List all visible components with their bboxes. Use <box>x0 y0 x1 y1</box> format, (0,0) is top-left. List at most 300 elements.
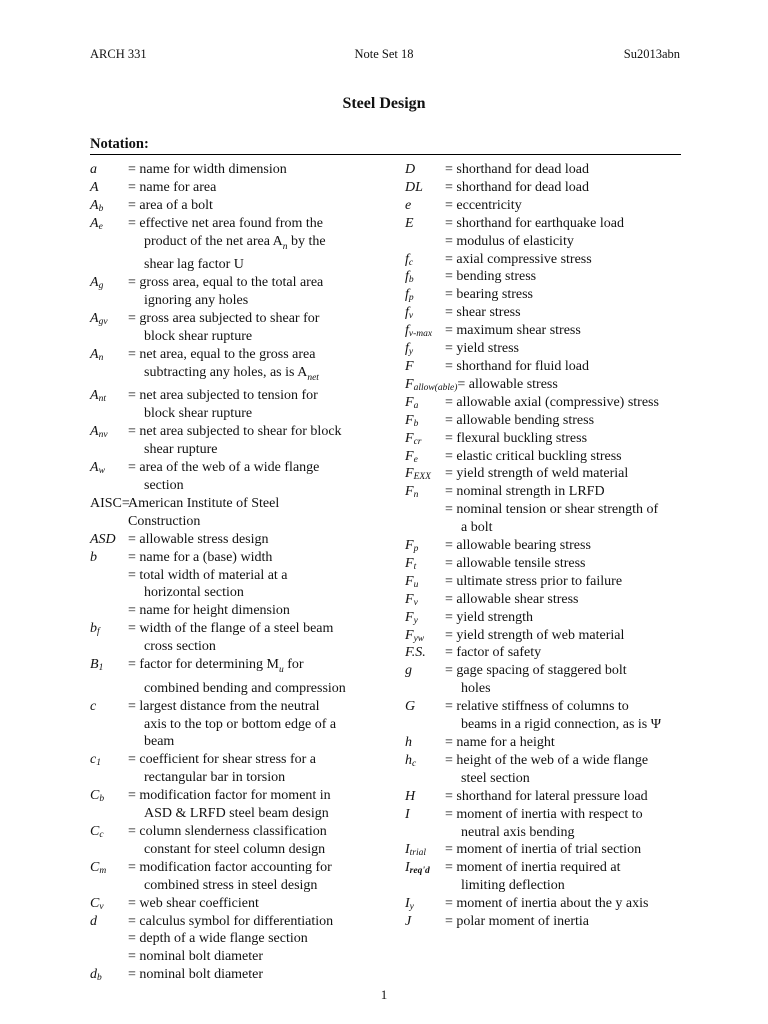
definition-text: Construction <box>128 513 201 529</box>
definition-text: shorthand for lateral pressure load <box>456 788 648 804</box>
definition-text: shorthand for earthquake load <box>456 215 624 231</box>
definition-text: beams in a rigid connection, as is Ψ <box>461 717 662 733</box>
symbol-base: F <box>405 609 414 625</box>
symbol-subscript: trial <box>409 848 427 859</box>
notation-entry <box>405 841 695 859</box>
symbol-base: c <box>90 752 97 768</box>
notation-definitions <box>445 161 695 179</box>
definition-text: holes <box>461 681 491 697</box>
notation-definitions <box>445 698 695 734</box>
notation-definitions <box>128 656 390 698</box>
notation-definitions <box>445 537 695 555</box>
definition <box>445 913 695 931</box>
notation-entry <box>405 859 695 895</box>
notation-symbol <box>90 215 128 275</box>
definition-line <box>445 286 695 304</box>
notation-column-right <box>405 161 695 931</box>
notation-definitions <box>128 346 390 388</box>
notation-definitions <box>128 895 390 913</box>
equals-sign: = <box>457 376 469 392</box>
notation-symbol <box>90 459 128 495</box>
notation-symbol <box>90 966 128 984</box>
heading-rule <box>90 154 681 155</box>
definition-text: width of the flange of a steel beam <box>139 621 334 637</box>
definition-text: name for width dimension <box>139 162 287 177</box>
definition-text: combined bending and compression <box>144 680 346 696</box>
symbol-base: ASD <box>90 531 116 547</box>
symbol-base: I <box>405 860 410 876</box>
notation-definitions <box>128 387 390 423</box>
definition <box>445 644 695 662</box>
definition-line <box>128 859 390 877</box>
symbol-base: A <box>90 346 99 362</box>
symbol-base: F <box>405 555 414 571</box>
definition-line <box>128 930 390 948</box>
symbol-base: h <box>405 752 412 768</box>
definition-line <box>128 459 390 477</box>
symbol-base: J <box>405 914 412 930</box>
definition <box>445 179 695 197</box>
definition-line <box>144 405 390 423</box>
definition <box>128 698 390 752</box>
notation-symbol <box>90 656 128 698</box>
notation-entry <box>405 394 695 412</box>
symbol-subscript: c <box>99 830 104 841</box>
notation-symbol <box>405 322 445 340</box>
notation-entry <box>405 268 695 286</box>
definition-text: allowable bearing stress <box>456 538 591 554</box>
definition-line <box>144 441 390 459</box>
notation-definitions <box>445 859 695 895</box>
definition <box>445 430 695 448</box>
definition <box>445 197 695 215</box>
notation-definitions <box>445 913 695 931</box>
definition-text: web shear coefficient <box>139 895 259 911</box>
notation-symbol <box>405 483 445 537</box>
equals-sign: = <box>128 913 140 929</box>
notation-symbol <box>405 179 445 197</box>
symbol-base: I <box>405 842 410 858</box>
symbol-subscript: a <box>413 400 419 411</box>
definition <box>128 787 390 823</box>
equals-sign: = <box>128 698 140 714</box>
definition-text: coefficient for shear stress for a <box>139 752 317 768</box>
definition-line <box>457 376 695 394</box>
definition <box>445 322 695 340</box>
definition <box>128 310 390 346</box>
definition <box>445 358 695 376</box>
definition-line <box>445 841 695 859</box>
definition-text: nominal bolt diameter <box>139 967 264 983</box>
symbol-subscript: f <box>97 627 100 638</box>
definition-text: American Institute of Steel <box>128 495 280 511</box>
notation-symbol <box>90 913 128 967</box>
equals-sign: = <box>445 788 457 804</box>
symbol-subscript: b <box>408 275 414 286</box>
definition-text: net area subjected to shear for block <box>139 424 342 440</box>
symbol-base: F <box>405 573 414 589</box>
definition-line <box>445 430 695 448</box>
definition-line <box>128 620 390 638</box>
definition <box>445 448 695 466</box>
notation-symbol <box>405 859 445 895</box>
definition <box>128 274 390 310</box>
notation-symbol <box>405 573 445 591</box>
equals-sign: = <box>445 305 457 321</box>
notation-symbol <box>405 609 445 627</box>
definition-text: ignoring any holes <box>144 293 249 309</box>
definition <box>128 823 390 859</box>
definition-line <box>445 859 695 877</box>
equals-sign: = <box>128 788 140 804</box>
notation-definitions <box>445 483 695 537</box>
symbol-base: E <box>405 215 414 231</box>
definition-text: constant for steel column design <box>144 841 326 857</box>
notation-symbol <box>405 465 445 483</box>
definition-line <box>128 513 390 531</box>
definition-line <box>128 602 390 620</box>
notation-definitions <box>445 465 695 483</box>
symbol-base: B <box>90 657 99 673</box>
definition-line <box>445 573 695 591</box>
notation-entry <box>405 412 695 430</box>
notation-entry <box>405 806 695 842</box>
definition-text: name for height dimension <box>139 603 290 619</box>
definition <box>445 788 695 806</box>
symbol-subscript: c <box>408 257 414 268</box>
definition-text: block shear rupture <box>144 328 253 344</box>
notation-definitions <box>128 423 390 459</box>
symbol-subscript: v <box>99 901 104 912</box>
definition-text: largest distance from the neutral <box>139 698 320 714</box>
notation-definitions <box>128 698 390 752</box>
equals-sign: = <box>445 162 457 177</box>
definition-text: yield strength of web material <box>456 627 625 643</box>
definition <box>445 161 695 179</box>
definition-text: moment of inertia of trial section <box>456 842 642 858</box>
symbol-base: F.S. <box>405 645 426 661</box>
definition-text: a bolt <box>461 520 493 536</box>
definition <box>445 734 695 752</box>
notation-definitions <box>128 274 390 310</box>
symbol-base: F <box>405 358 414 374</box>
definition-text: for <box>283 657 304 673</box>
definition-line <box>128 423 390 441</box>
equals-sign: = <box>128 895 140 911</box>
definition-text: neutral axis bending <box>461 824 575 840</box>
definition-line <box>128 495 390 513</box>
notation-definitions <box>445 609 695 627</box>
equals-sign: = <box>445 538 457 554</box>
symbol-subscript: g <box>98 281 104 292</box>
notation-definitions <box>128 179 390 197</box>
notation-symbol <box>405 537 445 555</box>
definition-text: shorthand for dead load <box>456 179 589 195</box>
definition <box>128 930 390 948</box>
definition <box>445 895 695 913</box>
definition-line <box>445 555 695 573</box>
notation-column-left <box>90 161 390 984</box>
notation-entry <box>405 734 695 752</box>
definition-line <box>144 841 390 859</box>
equals-sign: = <box>128 824 140 840</box>
notation-entry <box>90 495 390 531</box>
symbol-base: C <box>90 859 100 875</box>
equals-sign: = <box>128 752 140 768</box>
definition-text: elastic critical buckling stress <box>456 448 622 464</box>
symbol-subscript: v-max <box>408 329 433 340</box>
notation-entry <box>405 555 695 573</box>
equals-sign: = <box>445 645 457 661</box>
symbol-subscript: m <box>99 865 107 876</box>
notation-symbol <box>405 304 445 322</box>
equals-sign: = <box>445 484 457 500</box>
notation-entry <box>405 627 695 645</box>
notation-symbol <box>405 806 445 842</box>
symbol-subscript: w <box>98 466 105 477</box>
notation-entry <box>90 787 390 823</box>
definition-text: name for a (base) width <box>139 549 273 565</box>
definition-text: axial compressive stress <box>456 251 592 267</box>
notation-definitions <box>445 179 695 197</box>
definition <box>128 179 390 197</box>
definition <box>128 459 390 495</box>
notation-definitions <box>445 806 695 842</box>
definition-text: allowable stress <box>468 376 558 392</box>
definition-line <box>445 806 695 824</box>
notation-entry <box>405 197 695 215</box>
notation-symbol <box>90 751 128 787</box>
definition-line <box>445 752 695 770</box>
definition <box>445 555 695 573</box>
symbol-subscript: EXX <box>413 472 431 483</box>
equals-sign: = <box>445 394 457 410</box>
definition-text: allowable shear stress <box>456 591 579 607</box>
notation-definitions <box>128 751 390 787</box>
notation-entry <box>90 459 390 495</box>
symbol-subscript: b <box>98 203 104 214</box>
definition-line <box>461 824 695 842</box>
notation-symbol <box>90 310 128 346</box>
notation-definitions <box>445 734 695 752</box>
page-title: Steel Design <box>342 95 426 112</box>
notation-symbol <box>90 549 128 621</box>
symbol-base: g <box>405 663 412 679</box>
definition-line <box>445 537 695 555</box>
definition-text: gross area subjected to shear for <box>139 311 320 327</box>
equals-sign: = <box>445 287 457 303</box>
definition-line <box>128 567 390 585</box>
equals-sign: = <box>445 860 457 876</box>
definition-line <box>445 233 695 251</box>
notation-definitions <box>457 376 695 394</box>
definition-text: name for area <box>139 179 217 195</box>
definition-line <box>445 913 695 931</box>
notation-entry <box>405 752 695 788</box>
definition-line <box>128 215 390 233</box>
definition-line <box>445 412 695 430</box>
notation-entry <box>90 895 390 913</box>
notation-entry <box>405 913 695 931</box>
definition-line <box>445 251 695 269</box>
definition-text: factor of safety <box>456 645 542 661</box>
symbol-base: C <box>90 788 100 804</box>
definition-line <box>461 716 695 734</box>
definition-line <box>445 788 695 806</box>
definition-line <box>128 346 390 364</box>
notation-definitions <box>445 197 695 215</box>
equals-sign: = <box>445 179 457 195</box>
definition-line <box>128 179 390 197</box>
equals-sign: = <box>445 699 457 715</box>
definition-text: limiting deflection <box>461 878 565 894</box>
equals-sign: = <box>445 466 457 482</box>
symbol-base: F <box>405 376 414 392</box>
notation-definitions <box>445 340 695 358</box>
symbol-base: DL <box>405 179 423 195</box>
definition <box>128 531 390 549</box>
definition <box>445 627 695 645</box>
definition <box>128 602 390 620</box>
definition-line <box>445 483 695 501</box>
definition <box>445 465 695 483</box>
symbol-base: F <box>405 412 414 428</box>
definition-line <box>144 328 390 346</box>
definition-line <box>128 274 390 292</box>
definition-text: = name for a height <box>445 735 555 750</box>
definition-line <box>128 966 390 984</box>
definition-text: subtracting any holes, as is A <box>144 364 308 380</box>
notation-definitions <box>128 913 390 967</box>
equals-sign: = <box>128 657 140 673</box>
notation-definitions <box>445 752 695 788</box>
definition-text: polar moment of inertia <box>456 914 589 930</box>
definition-line <box>445 197 695 215</box>
definition-line <box>445 161 695 179</box>
notation-symbol <box>90 698 128 752</box>
notation-definitions <box>445 841 695 859</box>
definition <box>445 412 695 430</box>
notation-entry <box>405 286 695 304</box>
notation-entry <box>90 387 390 423</box>
symbol-subscript: v <box>408 311 414 322</box>
notation-entry <box>90 197 390 215</box>
notation-definitions <box>128 823 390 859</box>
notation-entry <box>90 751 390 787</box>
symbol-subscript: nv <box>98 430 108 441</box>
notation-entry <box>405 304 695 322</box>
symbol-base: F <box>405 484 414 500</box>
symbol-subscript: y <box>409 902 414 913</box>
notation-symbol <box>405 627 445 645</box>
notation-definitions <box>445 394 695 412</box>
notation-symbol <box>405 197 445 215</box>
definition-line <box>445 358 695 376</box>
definition-text: allowable axial (compressive) stress <box>456 394 659 410</box>
definition-text: beam <box>144 734 175 750</box>
notation-symbol <box>90 346 128 388</box>
equals-sign: = <box>445 197 457 213</box>
header-term: Su2013abn <box>623 47 680 61</box>
notation-definitions <box>445 412 695 430</box>
definition-text: net area subjected to tension for <box>139 388 318 404</box>
symbol-subscript: u <box>413 579 419 590</box>
symbol-base: A <box>90 179 99 195</box>
notation-definitions <box>128 197 390 215</box>
page-number: 1 <box>380 987 388 1002</box>
notation-definitions <box>445 448 695 466</box>
definition <box>128 346 390 388</box>
definition-text: gross area, equal to the total area <box>139 275 324 291</box>
equals-sign: = <box>445 358 457 374</box>
definition <box>128 567 390 603</box>
notation-entry <box>405 698 695 734</box>
definition <box>445 268 695 286</box>
definition-line <box>144 769 390 787</box>
equals-sign: = <box>445 251 457 267</box>
equals-sign: = <box>445 806 457 822</box>
definition <box>128 620 390 656</box>
definition-text: modification factor for moment in <box>139 788 331 804</box>
notation-entry <box>405 662 695 698</box>
definition-line <box>128 751 390 769</box>
notation-symbol <box>405 448 445 466</box>
definition-line <box>445 215 695 233</box>
definition-line <box>128 387 390 405</box>
notation-entry <box>90 161 390 179</box>
notation-definitions <box>128 859 390 895</box>
notation-entry <box>90 859 390 895</box>
definition <box>128 895 390 913</box>
definition-text: yield stress <box>456 341 520 357</box>
notation-definitions <box>445 268 695 286</box>
notation-definitions <box>445 322 695 340</box>
notation-entry <box>90 423 390 459</box>
definition-text: gage spacing of staggered bolt <box>456 663 627 679</box>
notation-symbol <box>405 644 445 662</box>
definition-text: allowable bending stress <box>456 412 595 428</box>
equals-sign: = <box>128 567 140 583</box>
symbol-base: f <box>405 341 409 357</box>
equals-sign: = <box>128 549 140 565</box>
equals-sign: = <box>128 346 140 362</box>
definition <box>445 286 695 304</box>
definition <box>445 251 695 269</box>
notation-entry <box>405 788 695 806</box>
symbol-base: F <box>405 448 414 464</box>
definition-text: height of the web of a wide flange <box>456 752 649 768</box>
symbol-base: F <box>405 430 414 446</box>
definition-line <box>128 310 390 328</box>
definition-line <box>461 877 695 895</box>
definition-line <box>144 256 390 274</box>
equals-sign: = <box>445 269 457 285</box>
symbol-base: A <box>90 388 99 404</box>
symbol-subscript: b <box>413 418 419 429</box>
inline-subscript: net <box>307 372 319 383</box>
notation-entry <box>90 531 390 549</box>
definition-line <box>128 656 390 680</box>
notation-entry <box>90 823 390 859</box>
definition-line <box>144 638 390 656</box>
symbol-subscript: yw <box>413 633 425 644</box>
notation-definitions <box>128 310 390 346</box>
definition-text: rectangular bar in torsion <box>144 770 286 786</box>
definition-text: yield strength of weld material <box>456 466 629 482</box>
symbol-base: d <box>90 967 97 983</box>
symbol-subscript: c <box>412 758 417 769</box>
notation-symbol <box>90 387 128 423</box>
